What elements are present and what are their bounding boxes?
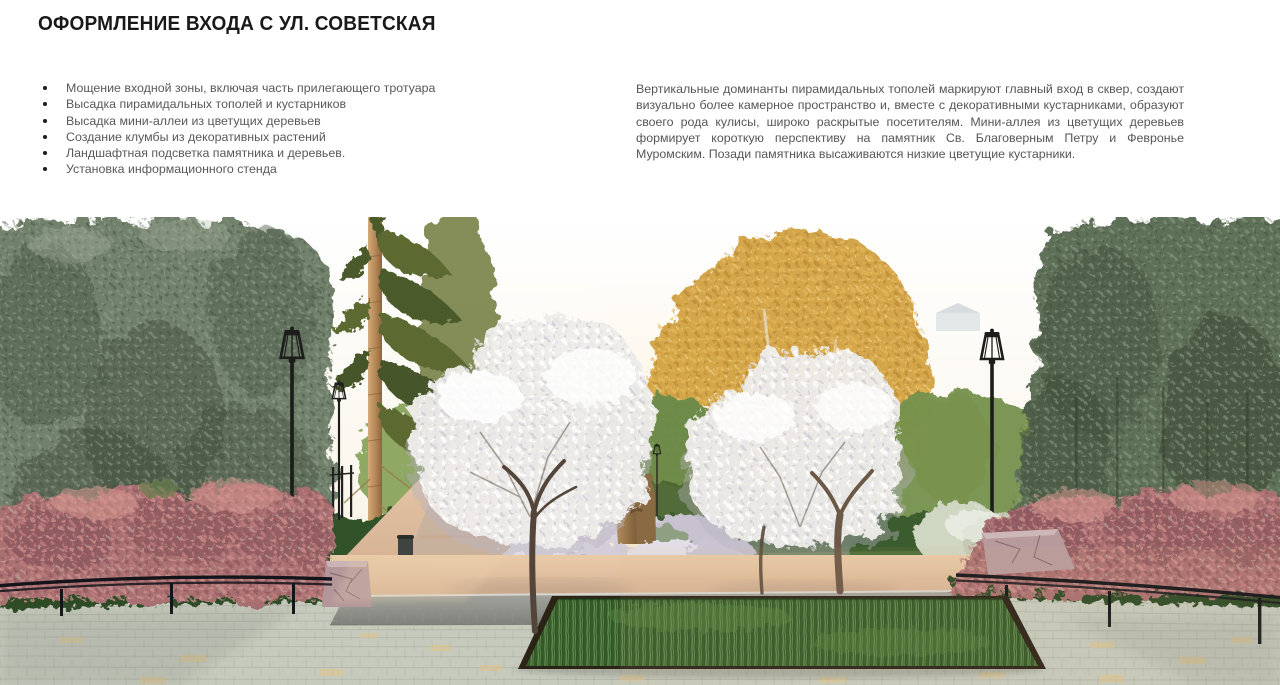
list-item [40, 113, 480, 129]
bullet-icon [43, 102, 47, 106]
bullet-text: Мощение входной зоны, включая часть прилегающего тротуара [66, 81, 436, 95]
bullet-text: Высадка мини-аллеи из цветущих деревьев [66, 113, 321, 128]
bullet-text: Создание клумбы из декоративных растений [66, 129, 326, 144]
bullet-text: Ландшафтная подсветка памятника и деревьев. [66, 146, 346, 161]
bullet-text: Установка информационного стенда [66, 162, 277, 177]
bullet-icon [43, 119, 47, 123]
bullet-icon [43, 167, 47, 171]
description-paragraph: Вертикальные доминанты пирамидальных тополей маркируют главный вход в сквер, создают визуально более камерное пространство и, вместе с декоративными кустарниками, образуют своего рода кулисы, широко раскрытые посетителям. Мини-аллея из цветущих деревьев формирует короткую перспективу на памятник Св. Благоверным Петру и Февронье Муромским. Позади памятника высаживаются низкие цветущие кустарники. [636, 82, 1184, 162]
list-item [40, 96, 480, 112]
bullet-icon [43, 151, 47, 155]
bullet-text: Высадка пирамидальных тополей и кустарников [66, 97, 347, 112]
features-bullet-list [40, 80, 480, 178]
page-title: ОФОРМЛЕНИЕ ВХОДА С УЛ. СОВЕТСКАЯ [38, 12, 436, 35]
entrance-render-image [0, 217, 1280, 685]
bullet-icon [43, 86, 47, 90]
list-item [40, 129, 480, 145]
bullet-icon [43, 135, 47, 139]
list-item [40, 161, 480, 177]
list-item [40, 145, 480, 161]
list-item [40, 80, 480, 96]
